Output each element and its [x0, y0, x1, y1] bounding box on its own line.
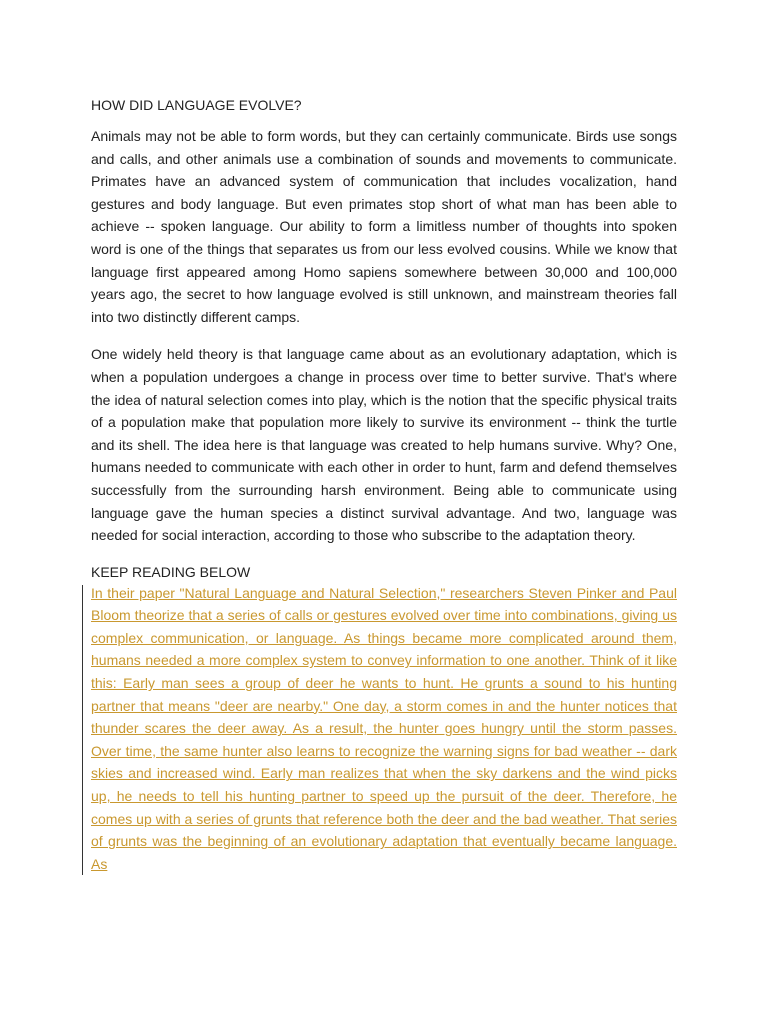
quote-bar	[82, 585, 83, 875]
quote-block	[91, 582, 677, 876]
keep-reading-label: KEEP READING BELOW	[91, 563, 251, 580]
paragraph-adaptation-theory: One widely held theory is that language came about as an evolutionary adaptation, which is when a population undergoes a change in process over time to better survive. That's where the idea of natural selection comes into play, which is the notion that the specific physical traits of a population make that population more likely to survive its environment -- think the turtle and its shell. The idea here is that language was created to help humans survive. Why? One, humans needed to communicate with each other in order to hunt, farm and defend themselves successfully from the surrounding harsh environment. Being able to communicate using language gave the human species a distinct survival advantage. And two, language was needed for social interaction, according to those who subscribe to the adaptation theory.	[91, 346, 677, 544]
paragraph-intro: Animals may not be able to form words, but they can certainly communicate. Birds use songs and calls, and other animals use a combination of sounds and movements to communicate. Primates have an advanced system of communication that includes vocalization, hand gestures and body language. But even primates stop short of what man has been able to achieve -- spoken language. Our ability to form a limitless number of thoughts into spoken word is one of the things that separates us from our less evolved cousins. While we know that language first appeared among Homo sapiens somewhere between 30,000 and 100,000 years ago, the secret to how language evolved is still unknown, and mainstream theories fall into two distinctly different camps.	[91, 128, 677, 325]
quote-link-paragraph[interactable]: In their paper "Natural Language and Natural Selection," researchers Steven Pinker and Paul Bloom theorize that a series of calls or gestures evolved over time into combinations, giving us complex communication, or language. As things became more complicated around them, humans needed a more complex system to convey information to one another. Think of it like this: Early man sees a group of deer he wants to hunt. He grunts a sound to his hunting partner that means "deer are nearby." One day, a storm comes in and the hunter notices that thunder scares the deer away. As a result, the hunter goes hungry until the storm passes. Over time, the same hunter also learns to recognize the warning signs for bad weather -- dark skies and increased wind. Early man realizes that when the sky darkens and the wind picks up, he needs to tell his hunting partner to speed up the pursuit of the deer. Therefore, he comes up with a series of grunts that reference both the deer and the bad weather. That series of grunts was the beginning of an evolutionary adaptation that eventually became language. As	[91, 584, 677, 872]
document-page	[91, 94, 677, 875]
article-heading: HOW DID LANGUAGE EVOLVE?	[91, 97, 302, 113]
